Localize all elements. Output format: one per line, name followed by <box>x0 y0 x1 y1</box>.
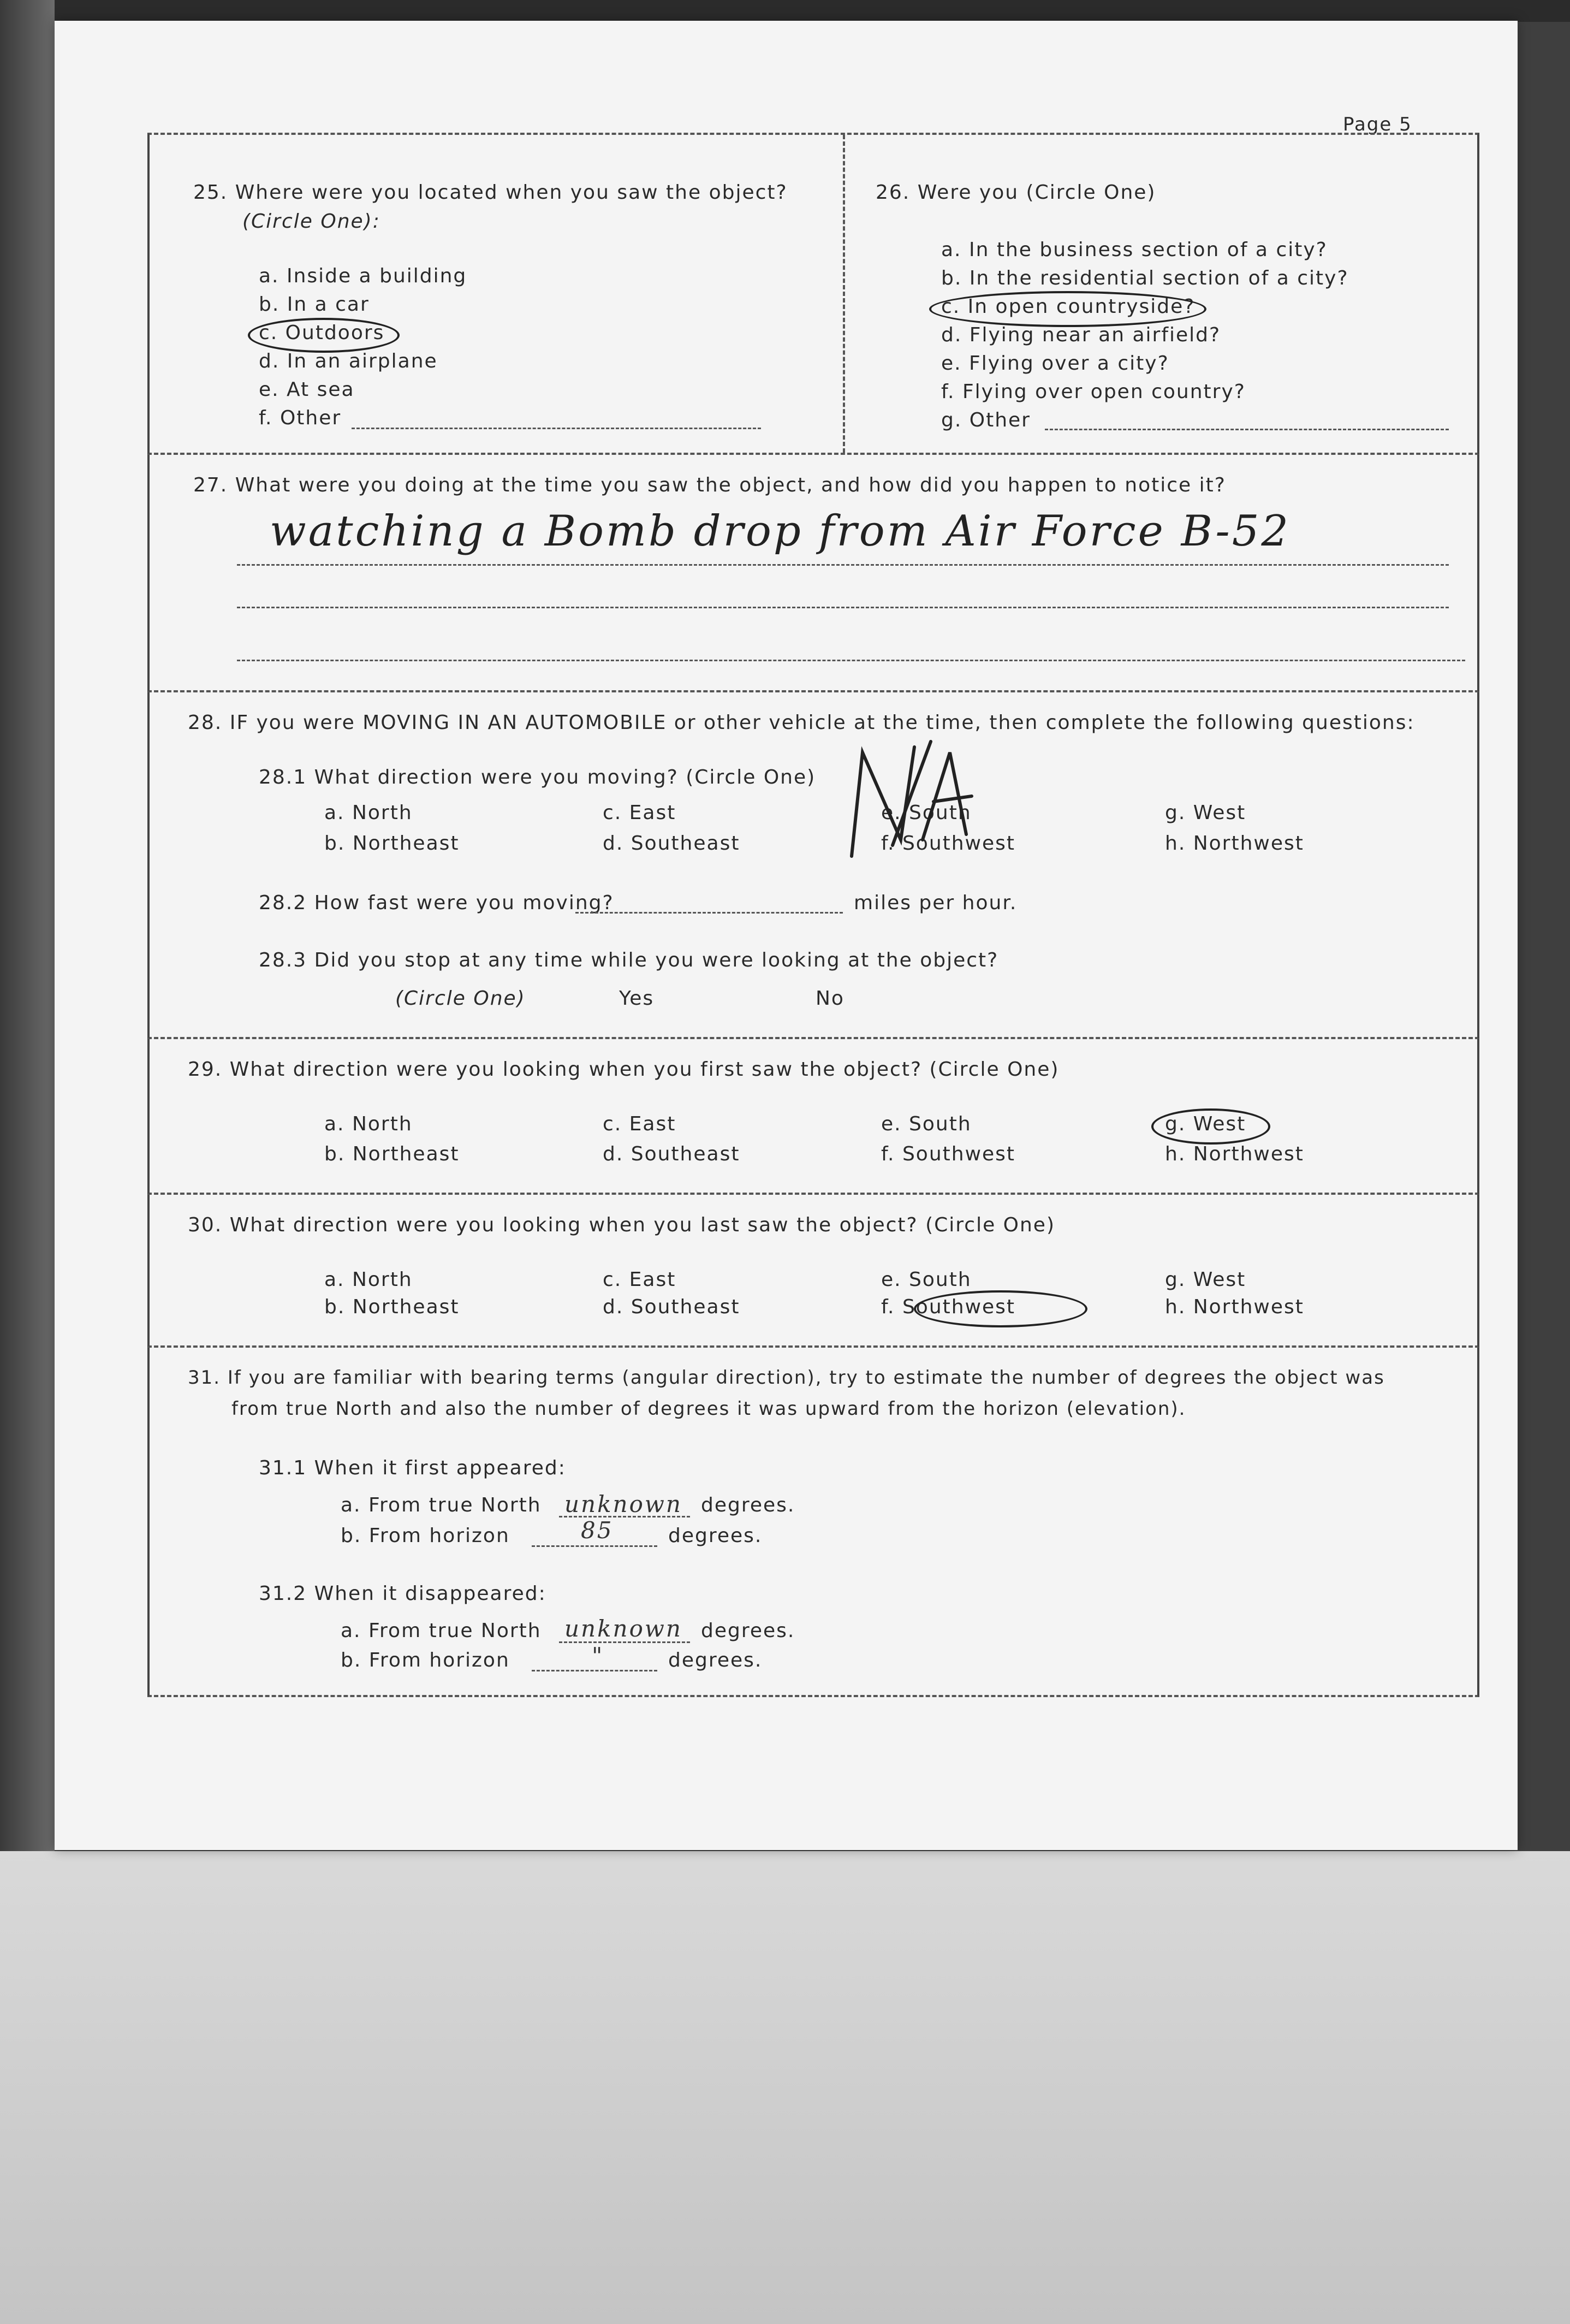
q30-option-b: b. Northeast <box>324 1296 460 1318</box>
q28-3-no: No <box>816 987 845 1010</box>
section-q29 <box>147 1039 1479 1195</box>
q25-option-e: e. At sea <box>259 378 355 401</box>
q30-option-e: e. South <box>881 1268 972 1291</box>
q26-option-f: f. Flying over open country? <box>941 381 1246 403</box>
section-q30 <box>147 1195 1479 1348</box>
q30-option-c: c. East <box>603 1268 676 1291</box>
q26-option-a: a. In the business section of a city? <box>941 239 1328 261</box>
q31-question-line1: 31. If you are familiar with bearing terms (angular direction), try to estimate the number of degrees the object was <box>188 1367 1385 1389</box>
q28-1-question: 28.1 What direction were you moving? (Circle One) <box>259 766 816 788</box>
q26-option-c: c. In open countryside? <box>941 295 1196 318</box>
q26-option-b: b. In the residential section of a city? <box>941 267 1349 289</box>
q25-question: 25. Where were you located when you saw the object? <box>193 181 788 204</box>
na-handwriting-mark <box>841 731 994 873</box>
q27-line-1 <box>237 564 1449 566</box>
q25-option-c: c. Outdoors <box>259 322 385 344</box>
q29-option-h: h. Northwest <box>1165 1143 1304 1165</box>
form-page <box>55 21 1518 1850</box>
q31-1-north-label: a. From true North <box>341 1494 542 1516</box>
q29-option-b: b. Northeast <box>324 1143 460 1165</box>
q26-other-line <box>1045 429 1449 430</box>
q31-2-label: 31.2 When it disappeared: <box>259 1582 546 1605</box>
q28-1-option-f: f. Southwest <box>881 832 1016 855</box>
q31-1-label: 31.1 When it first appeared: <box>259 1457 566 1479</box>
q29-option-f: f. Southwest <box>881 1143 1016 1165</box>
q29-option-e: e. South <box>881 1113 972 1135</box>
q25-option-a: a. Inside a building <box>259 265 467 287</box>
q31-2-north-label: a. From true North <box>341 1620 542 1642</box>
q27-question: 27. What were you doing at the time you saw the object, and how did you happen to notice it? <box>193 474 1226 496</box>
q28-question: 28. IF you were MOVING IN AN AUTOMOBILE or other vehicle at the time, then complete the following questions: <box>188 712 1415 734</box>
page-number: Page 5 <box>1343 114 1412 135</box>
q28-1-option-a: a. North <box>324 802 413 824</box>
q25-instruction: (Circle One): <box>242 210 380 233</box>
q30-option-a: a. North <box>324 1268 413 1291</box>
q27-handwritten-answer: watching a Bomb drop from Air Force B-52 <box>270 507 1291 556</box>
q28-3-yes: Yes <box>619 987 655 1010</box>
q31-1-horizon-answer: 85 <box>581 1517 614 1544</box>
q31-2-horizon-unit: degrees. <box>668 1649 763 1671</box>
q30-option-d: d. Southeast <box>603 1296 740 1318</box>
film-border-bottom <box>0 1851 1570 2324</box>
q31-2-north-unit: degrees. <box>701 1620 795 1642</box>
section-q25-q26 <box>147 133 1479 455</box>
q28-1-option-h: h. Northwest <box>1165 832 1304 855</box>
q30-option-g: g. West <box>1165 1268 1246 1291</box>
q27-line-2 <box>237 607 1449 608</box>
q26-option-d: d. Flying near an airfield? <box>941 324 1221 346</box>
q31-1-horizon-line <box>532 1545 657 1547</box>
answer-circle-q29 <box>1151 1108 1270 1145</box>
q29-option-d: d. Southeast <box>603 1143 740 1165</box>
q28-2-suffix: miles per hour. <box>854 892 1018 914</box>
q31-1-horizon-unit: degrees. <box>668 1525 763 1547</box>
q28-3-instruction: (Circle One) <box>395 987 526 1010</box>
section-q28 <box>147 692 1479 1039</box>
q28-1-option-e: e. South <box>881 802 972 824</box>
q28-1-option-g: g. West <box>1165 802 1246 824</box>
q30-option-h: h. Northwest <box>1165 1296 1304 1318</box>
q28-2-speed-line <box>575 912 843 914</box>
q31-1-north-unit: degrees. <box>701 1494 795 1516</box>
section-q27 <box>147 455 1479 692</box>
q29-option-g: g. West <box>1165 1113 1246 1135</box>
q25-option-f: f. Other <box>259 407 342 429</box>
q28-1-option-c: c. East <box>603 802 676 824</box>
answer-circle-q26 <box>929 291 1206 327</box>
q25-option-b: b. In a car <box>259 293 370 316</box>
q31-1-north-answer: unknown <box>564 1491 682 1517</box>
film-border-top <box>0 0 1570 22</box>
q28-1-option-d: d. Southeast <box>603 832 740 855</box>
q31-1-horizon-label: b. From horizon <box>341 1525 510 1547</box>
q31-question-line2: from true North and also the number of degrees it was upward from the horizon (elevation). <box>231 1398 1186 1420</box>
answer-circle-q30 <box>914 1290 1087 1327</box>
q25-other-line <box>352 428 761 429</box>
q30-option-f: f. Southwest <box>881 1296 1016 1318</box>
q28-1-option-b: b. Northeast <box>324 832 460 855</box>
q28-2-question: 28.2 How fast were you moving? <box>259 892 614 914</box>
q26-option-e: e. Flying over a city? <box>941 352 1169 375</box>
section-q31 <box>147 1348 1479 1697</box>
q30-question: 30. What direction were you looking when you last saw the object? (Circle One) <box>188 1214 1056 1236</box>
q31-1-north-line <box>559 1516 690 1517</box>
q26-option-g: g. Other <box>941 409 1031 431</box>
q25-option-d: d. In an airplane <box>259 350 438 372</box>
column-divider <box>843 135 845 453</box>
q27-line-3 <box>237 660 1465 661</box>
q31-2-horizon-line <box>532 1670 657 1671</box>
q29-option-c: c. East <box>603 1113 676 1135</box>
q31-2-horizon-label: b. From horizon <box>341 1649 510 1671</box>
q29-option-a: a. North <box>324 1113 413 1135</box>
answer-circle-q25 <box>248 318 400 353</box>
q31-2-horizon-answer: " <box>592 1643 604 1669</box>
q28-3-question: 28.3 Did you stop at any time while you were looking at the object? <box>259 949 999 971</box>
q26-question: 26. Were you (Circle One) <box>876 181 1156 204</box>
q31-2-north-answer: unknown <box>564 1615 682 1642</box>
q29-question: 29. What direction were you looking when you first saw the object? (Circle One) <box>188 1058 1060 1081</box>
q31-2-north-line <box>559 1641 690 1643</box>
